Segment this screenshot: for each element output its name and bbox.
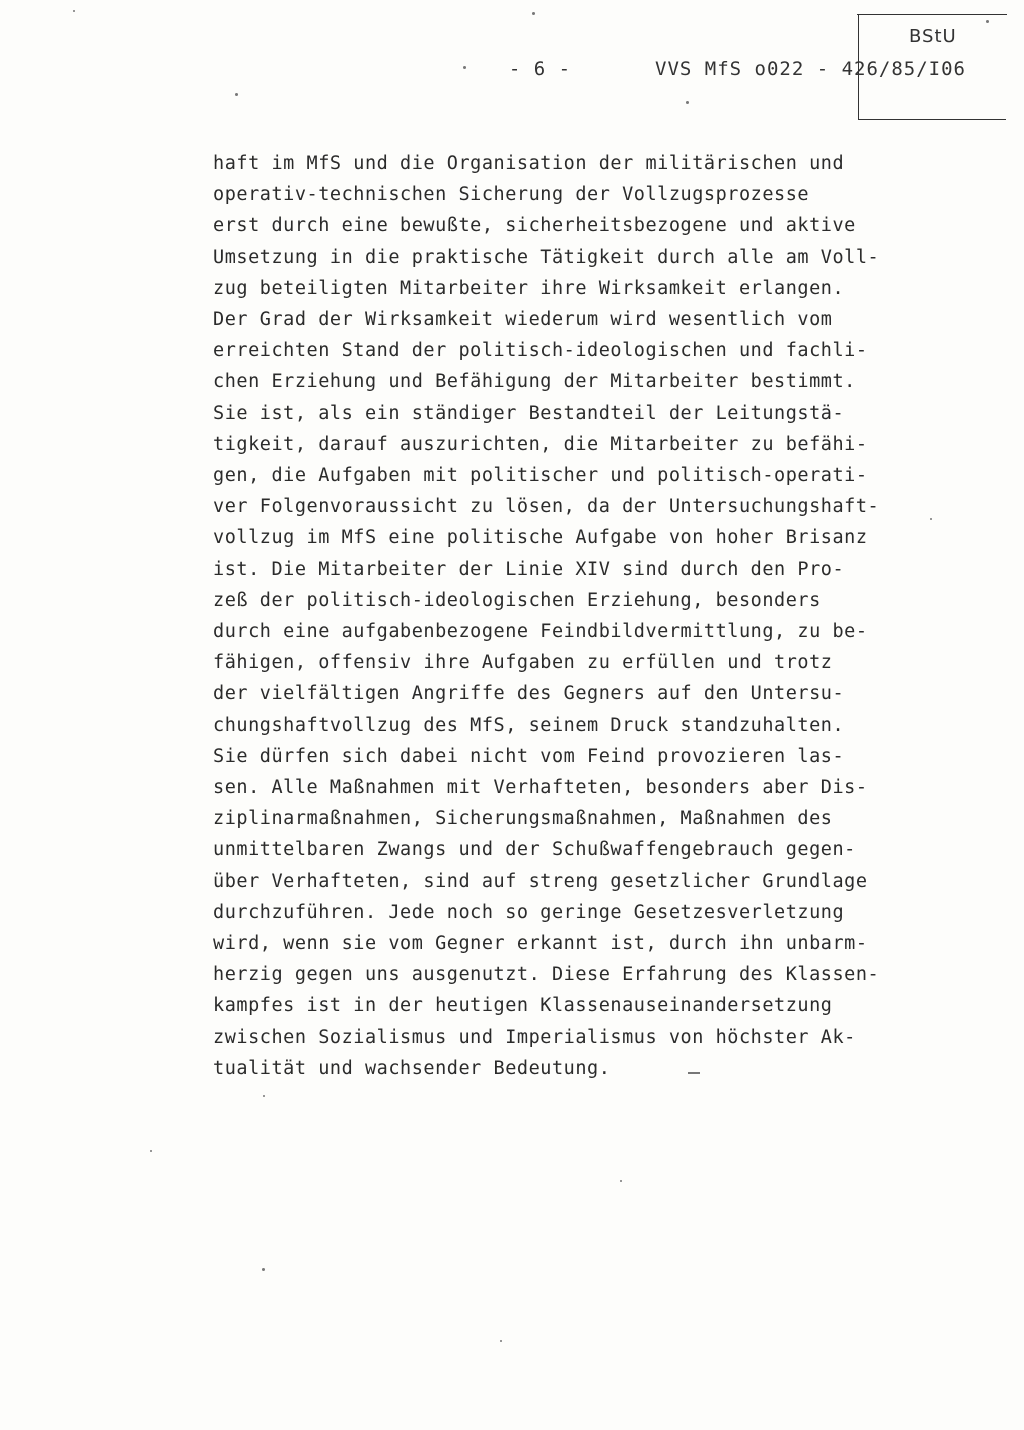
text-line: Sie ist, als ein ständiger Bestandteil der Leitungstä- (213, 402, 845, 424)
scan-speck (235, 93, 238, 96)
scan-speck (263, 1095, 265, 1097)
text-line: unmittelbaren Zwangs und der Schußwaffengebrauch gegen- (213, 839, 856, 861)
text-line: ist. Die Mitarbeiter der Linie XIV sind durch den Pro- (213, 558, 845, 580)
body-text (213, 148, 933, 1084)
text-line: zeß der politisch-ideologischen Erziehung, besonders (213, 589, 821, 611)
text-line: haft im MfS und die Organisation der militärischen und (213, 153, 845, 174)
text-line: Sie dürfen sich dabei nicht vom Feind provozieren las- (213, 745, 845, 767)
scan-speck (986, 20, 989, 23)
text-line: wird, wenn sie vom Gegner erkannt ist, durch ihn unbarm- (213, 933, 868, 955)
scan-speck (620, 1180, 622, 1182)
scan-speck (500, 1340, 502, 1342)
text-line: erreichten Stand der politisch-ideologischen und fachli- (213, 340, 868, 362)
text-line: ziplinarmaßnahmen, Sicherungsmaßnahmen, Maßnahmen des (213, 808, 833, 830)
text-line: herzig gegen uns ausgenutzt. Diese Erfahrung des Klassen- (213, 964, 880, 986)
text-line: operativ-technischen Sicherung der Vollzugsprozesse (213, 184, 810, 206)
text-line: kampfes ist in der heutigen Klassenauseinandersetzung (213, 995, 833, 1017)
archive-stamp (858, 14, 1006, 120)
text-line: Der Grad der Wirksamkeit wiederum wird wesentlich vom (213, 309, 833, 331)
text-line: vollzug im MfS eine politische Aufgabe von hoher Brisanz (213, 527, 868, 549)
scan-speck (686, 101, 689, 104)
text-line: Umsetzung in die praktische Tätigkeit durch alle am Voll- (213, 246, 880, 268)
stamp-label: BStU (909, 26, 957, 47)
document-reference: VVS MfS o022 - 426/85/I06 (655, 58, 966, 80)
text-line: gen, die Aufgaben mit politischer und politisch-operati- (213, 465, 868, 487)
text-line: durchzuführen. Jede noch so geringe Gesetzesverletzung (213, 901, 845, 923)
page-number: - 6 - (508, 58, 572, 80)
scan-speck (262, 1268, 265, 1271)
text-line: tigkeit, darauf auszurichten, die Mitarbeiter zu befähi- (213, 433, 868, 455)
scan-speck (532, 12, 535, 15)
text-line: zwischen Sozialismus und Imperialismus von höchster Ak- (213, 1026, 856, 1048)
text-line: der vielfältigen Angriffe des Gegners auf den Untersu- (213, 683, 845, 705)
text-line: erst durch eine bewußte, sicherheitsbezogene und aktive (213, 215, 856, 237)
stamp-top-rule (857, 14, 1007, 15)
text-line: chen Erziehung und Befähigung der Mitarbeiter bestimmt. (213, 371, 856, 393)
text-line: chungshaftvollzug des MfS, seinem Druck standzuhalten. (213, 714, 845, 736)
text-line: über Verhafteten, sind auf streng gesetzlicher Grundlage (213, 870, 868, 892)
text-line: fähigen, offensiv ihre Aufgaben zu erfüllen und trotz (213, 652, 833, 674)
text-line: durch eine aufgabenbezogene Feindbildvermittlung, zu be- (213, 621, 868, 643)
scan-speck (73, 10, 75, 12)
text-line: sen. Alle Maßnahmen mit Verhafteten, besonders aber Dis- (213, 777, 868, 799)
scan-speck (150, 1150, 152, 1152)
text-line: zug beteiligten Mitarbeiter ihre Wirksamkeit erlangen. (213, 277, 845, 299)
text-line: ver Folgenvoraussicht zu lösen, da der Untersuchungshaft- (213, 496, 880, 518)
scan-speck (930, 518, 932, 520)
text-line: tualität und wachsender Bedeutung. (213, 1057, 611, 1079)
scan-speck (688, 1072, 700, 1074)
scan-speck (463, 66, 466, 69)
